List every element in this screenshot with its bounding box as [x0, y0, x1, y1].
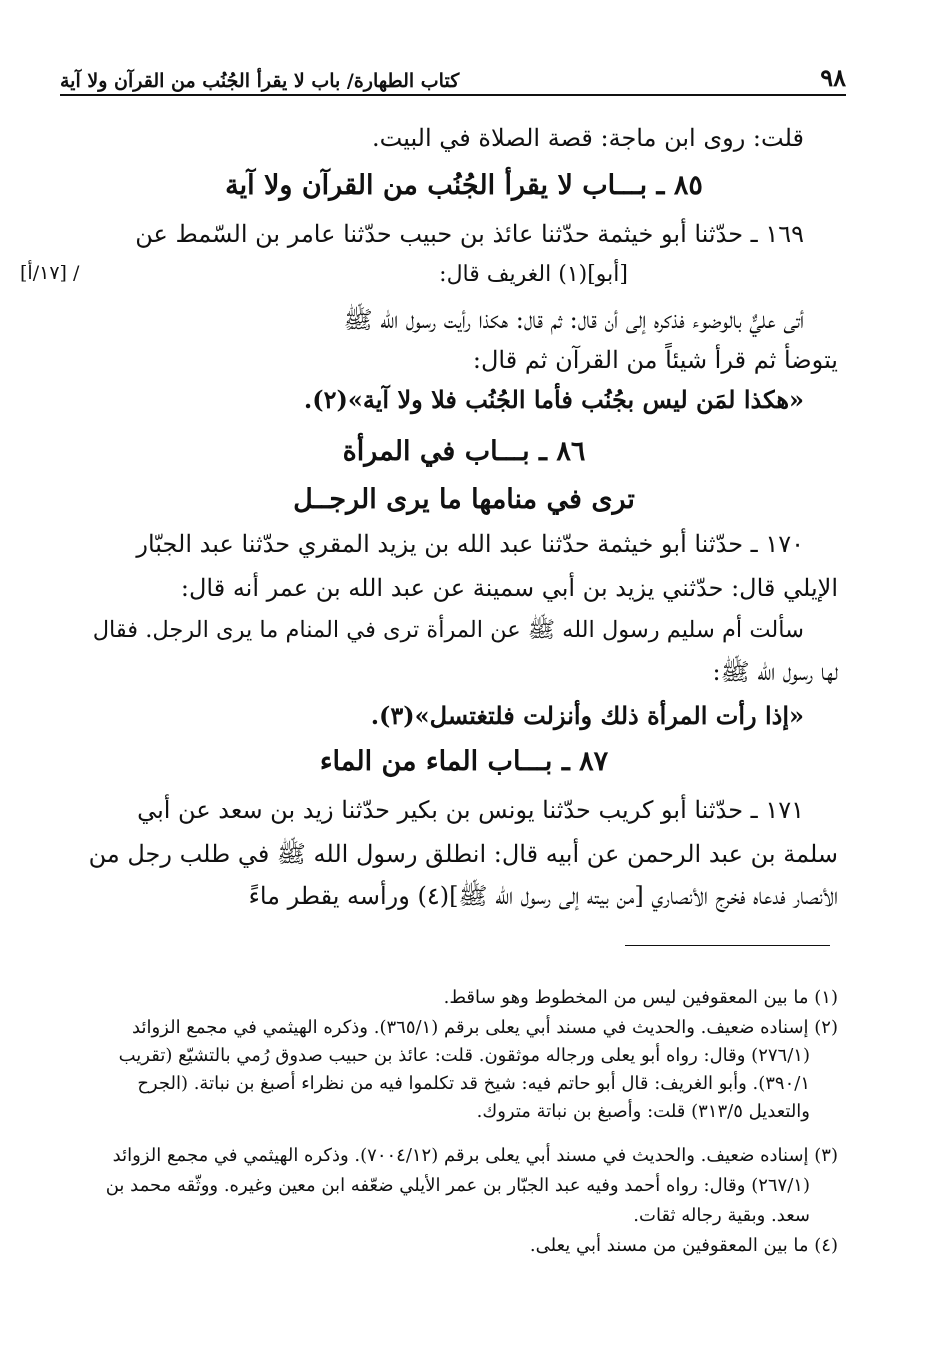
- footnote-separator: [625, 945, 830, 946]
- page-header: [60, 58, 846, 96]
- footnote-2-continued: ٣٩٠/١). وأبو الغريف: قال أبو حاتم فيه: شيخ قد تكلموا فيه من نظراء أصبغ بن نباتة. (الجرح: [137, 1073, 810, 1094]
- margin-folio-reference: [١٧/أ] /: [20, 262, 80, 284]
- chapter-heading-85: ٨٥ ـ بـــاب لا يقرأ الجُنُب من القرآن ولا آية: [225, 170, 703, 201]
- body-line: قلت: روى ابن ماجة: قصة الصلاة في البيت.: [372, 124, 804, 152]
- footnote-2-continued: والتعديل ٣١٣/٥) قلت: وأصبغ بن نباتة متروك.: [476, 1101, 810, 1122]
- hadith-171-line: ١٧١ ـ حدّثنا أبو كريب حدّثنا يونس بن بكير حدّثنا زيد بن سعد عن أبي: [137, 796, 804, 824]
- chapter-heading-86-subtitle: ترى في منامها ما يرى الرجــل: [293, 484, 635, 515]
- page-number: ٩٨: [820, 63, 846, 92]
- running-title: كتاب الطهارة/ باب لا يقرأ الجُنُب من القرآن ولا آية: [60, 70, 460, 92]
- footnote-3-continued: (٢٦٧/١) وقال: رواه أحمد وفيه عبد الجبّار بن عمر الأيلي ضعّفه ابن معين وغيره. ووثّقه محمد بن: [105, 1175, 810, 1196]
- prophetic-quote: «هكذا لمَن ليس بجُنُب فأما الجُنُب فلا ولا آية»(٢).: [303, 385, 804, 414]
- body-line: يتوضأ ثم قرأ شيئاً من القرآن ثم قال:: [472, 346, 838, 374]
- body-line: أتى عليٌّ بالوضوء فذكره إلى أن قال: ثم قال: هكذا رأيت رسول الله ﷺ: [343, 306, 804, 334]
- footnote-1: (١) ما بين المعقوفين ليس من المخطوط وهو ساقط.: [443, 987, 838, 1008]
- footnote-2: (٢) إسناده ضعيف. والحديث في مسند أبي يعلى برقم (٣٦٥/١). وذكره الهيثمي في مجمع الزوائد: [132, 1017, 838, 1038]
- body-line: لها رسول الله ﷺ:: [712, 658, 838, 686]
- chapter-heading-86: ٨٦ ـ بـــاب في المرأة: [342, 436, 586, 467]
- footnote-3: (٣) إسناده ضعيف. والحديث في مسند أبي يعلى برقم (٧٠٠٤/١٢). وذكره الهيثمي في مجمع الزوائد: [112, 1145, 838, 1166]
- body-line: الأنصار فدعاه فخرج الأنصاري [من بيته إلى رسول الله ﷺ](٤) ورأسه يقطر ماءً: [248, 882, 838, 910]
- footnote-3-continued: سعد. وبقية رجاله ثقات.: [633, 1205, 810, 1226]
- body-line: سألت أم سليم رسول الله ﷺ عن المرأة ترى في المنام ما يرى الرجل. فقال: [92, 617, 804, 643]
- body-line: الإيلي قال: حدّثني يزيد بن أبي سمينة عن عبد الله بن عمر أنه قال:: [180, 574, 838, 602]
- hadith-170-line: ١٧٠ ـ حدّثنا أبو خيثمة حدّثنا عبد الله بن يزيد المقري حدّثنا عبد الجبّار: [136, 530, 804, 558]
- footnote-4: (٤) ما بين المعقوفين من مسند أبي يعلى.: [529, 1235, 838, 1256]
- hadith-169-line: ١٦٩ ـ حدّثنا أبو خيثمة حدّثنا عائذ بن حبيب حدّثنا عامر بن السّمط عن: [135, 220, 804, 248]
- body-line: [أبو](١) الغريف قال:: [439, 262, 628, 287]
- prophetic-quote: «إذا رأت المرأة ذلك وأنزلت فلتغتسل»(٣).: [370, 701, 804, 730]
- footnote-2-continued: (٢٧٦/١) وقال: رواه أبو يعلى ورجاله موثقون. قلت: عائذ بن حبيب صدوق رُمي بالتشيّع (تقريب: [118, 1045, 810, 1066]
- chapter-heading-87: ٨٧ ـ بـــاب الماء من الماء: [319, 746, 609, 777]
- body-line: سلمة بن عبد الرحمن عن أبيه قال: انطلق رسول الله ﷺ في طلب رجل من: [88, 840, 838, 868]
